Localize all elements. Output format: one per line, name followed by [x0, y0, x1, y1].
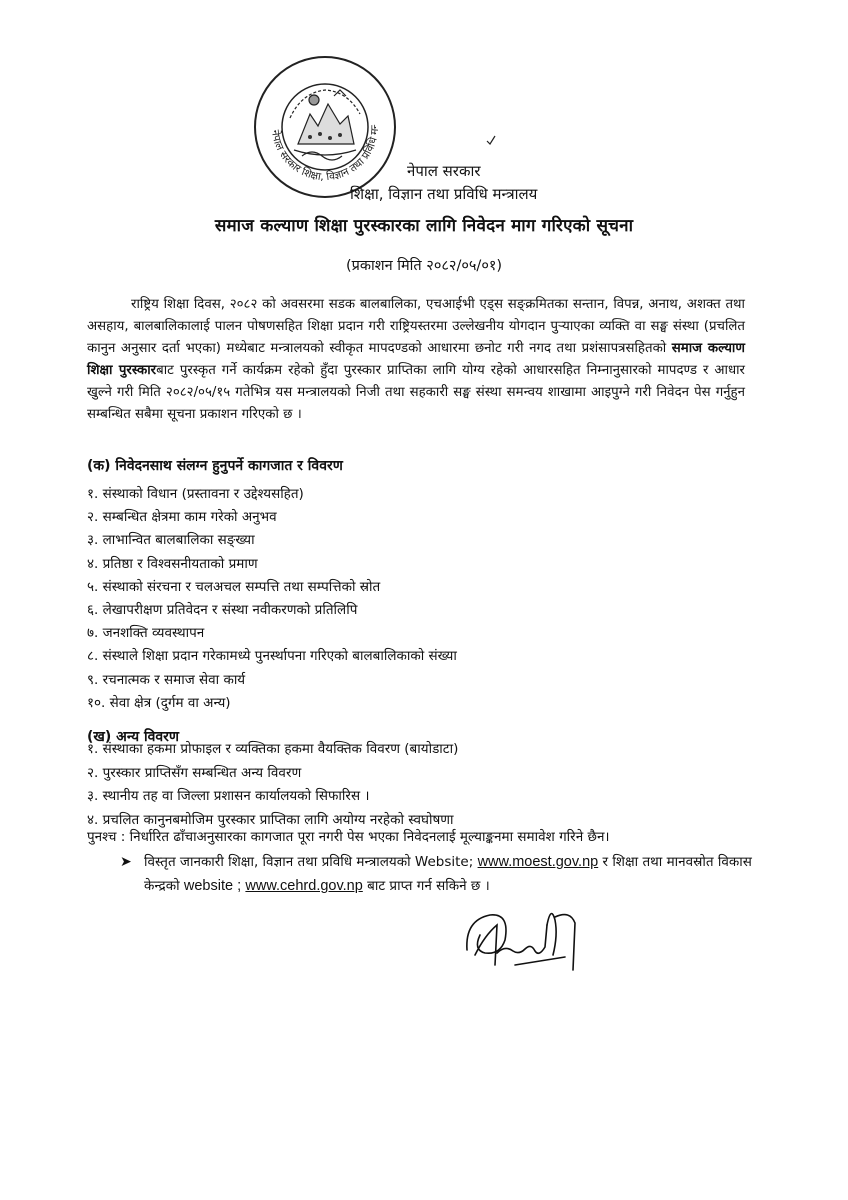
list-item: ६. लेखापरीक्षण प्रतिवेदन र संस्था नवीकरणको प्रतिलिपि — [87, 601, 358, 618]
seal-emblem-icon — [250, 52, 400, 202]
award-name: समाज कल्याण शिक्षा पुरस्कार — [87, 341, 745, 378]
info-bullet — [120, 850, 760, 898]
body-text-part2: बाट पुरस्कृत गर्ने कार्यक्रम रहेको हुँदा पुरस्कार प्राप्तिका लागि योग्य रहेको आधारसहित निम्नानुसारको मापदण्ड र आधार खुल्ने गरी मिति २०८२/०५/१५ गतेभित्र यस मन्त्रालयको निजी तथा सहकारी सङ्घ संस्था समन्वय शाखामा आइपुग्ने गरी निवेदन पेस गर्नुहुन सम्बन्धित सबैमा सूचना प्रकाशन गरिएको छ । — [87, 363, 745, 422]
svg-text:नेपाल सरकार शिक्षा, विज्ञान तथ — [250, 52, 381, 183]
list-item: ९. रचनात्मक र समाज सेवा कार्य — [87, 671, 246, 688]
list-item: १. संस्थाका हकमा प्रोफाइल र व्यक्तिका हकमा वैयक्तिक विवरण (बायोडाटा) — [87, 741, 459, 757]
section-b-list — [87, 738, 458, 832]
notice-body — [87, 294, 745, 426]
mark-tick-icon — [486, 135, 496, 147]
list-item: १०. सेवा क्षेत्र (दुर्गम वा अन्य) — [87, 694, 231, 711]
section-a-heading: (क) निवेदनसाथ संलग्न हुनुपर्ने कागजात र विवरण — [87, 458, 343, 474]
moest-website-link[interactable]: www.moest.gov.np — [477, 854, 599, 870]
list-item: २. सम्बन्धित क्षेत्रमा काम गरेको अनुभव — [87, 509, 277, 526]
list-item: ३. लाभान्वित बालबालिका सङ्ख्या — [87, 532, 255, 549]
list-item: ३. स्थानीय तह वा जिल्ला प्रशासन कार्यालयको सिफारिस । — [87, 788, 370, 805]
header-govt-name: नेपाल सरकार — [407, 162, 481, 180]
publication-date: (प्रकाशन मिति २०८२/०५/०१) — [345, 258, 503, 274]
list-item: ४. प्रचलित कानुनबमोजिम पुरस्कार प्राप्तिका लागि अयोग्य नरहेको स्वघोषणा — [87, 811, 454, 828]
notice-title: समाज कल्याण शिक्षा पुरस्कारका लागि निवेदन माग गरिएको सूचना — [214, 216, 634, 236]
website-word: website ; — [183, 878, 242, 894]
signature — [455, 895, 605, 1005]
header-ministry-name: शिक्षा, विज्ञान तथा प्रविधि मन्त्रालय — [350, 185, 538, 203]
list-item: ८. संस्थाले शिक्षा प्रदान गरेकामध्ये पुनर्स्थापना गरिएको बालबालिकाको संख्या — [87, 648, 457, 665]
signature-mark-icon — [455, 895, 605, 1005]
info-text-1: विस्तृत जानकारी शिक्षा, विज्ञान तथा प्रविधि मन्त्रालयको Website; — [144, 854, 474, 870]
arrow-bullet-icon: ➤ — [120, 854, 132, 870]
section-b-heading: (ख) अन्य विवरण — [87, 729, 179, 745]
body-text-part1: राष्ट्रिय शिक्षा दिवस, २०८२ को अवसरमा सडक बालबालिका, एचआईभी एड्स सङ्क्रमितका सन्तान, विपन्न, अनाथ, अशक्त तथा असहाय, बालबालिकालाई पालन पोषणसहित शिक्षा प्रदान गरी राष्ट्रियस्तरमा उल्लेखनीय योगदान पुऱ्याएका व्यक्ति वा सङ्घ संस्था (प्रचलित कानुन अनुसार दर्ता भएका) मध्येबाट मन्त्रालयको स्वीकृत मापदण्डको आधारमा छनोट गरी नगद तथा प्रशंसापत्रसहितको — [87, 297, 745, 356]
list-item: ५. संस्थाको संरचना र चलअचल सम्पत्ति तथा सम्पत्तिको स्रोत — [87, 578, 381, 595]
info-text-3: बाट प्राप्त गर्न सकिने छ । — [367, 878, 490, 894]
list-item: ७. जनशक्ति व्यवस्थापन — [87, 625, 205, 642]
section-a-list — [87, 483, 457, 715]
list-item: ४. प्रतिष्ठा र विश्वसनीयताको प्रमाण — [87, 555, 258, 572]
cehrd-website-link[interactable]: www.cehrd.gov.np — [245, 878, 363, 894]
seal-text: नेपाल सरकार शिक्षा, विज्ञान तथा प्रविधि म — [269, 128, 382, 184]
list-item: १. संस्थाको विधान (प्रस्तावना र उद्देश्यसहित) — [87, 486, 304, 502]
info-text-2: र शिक्षा तथा मानवस्रोत विकास केन्द्रको — [144, 854, 752, 894]
postscript-note: पुनश्च : निर्धारित ढाँचाअनुसारका कागजात पूरा नगरी पेस भएका निवेदनलाई मूल्याङ्कनमा समावेश गरिने छैन। — [87, 829, 610, 845]
list-item: २. पुरस्कार प्राप्तिसँग सम्बन्धित अन्य विवरण — [87, 764, 302, 781]
government-seal — [250, 52, 400, 202]
info-text — [120, 850, 760, 898]
